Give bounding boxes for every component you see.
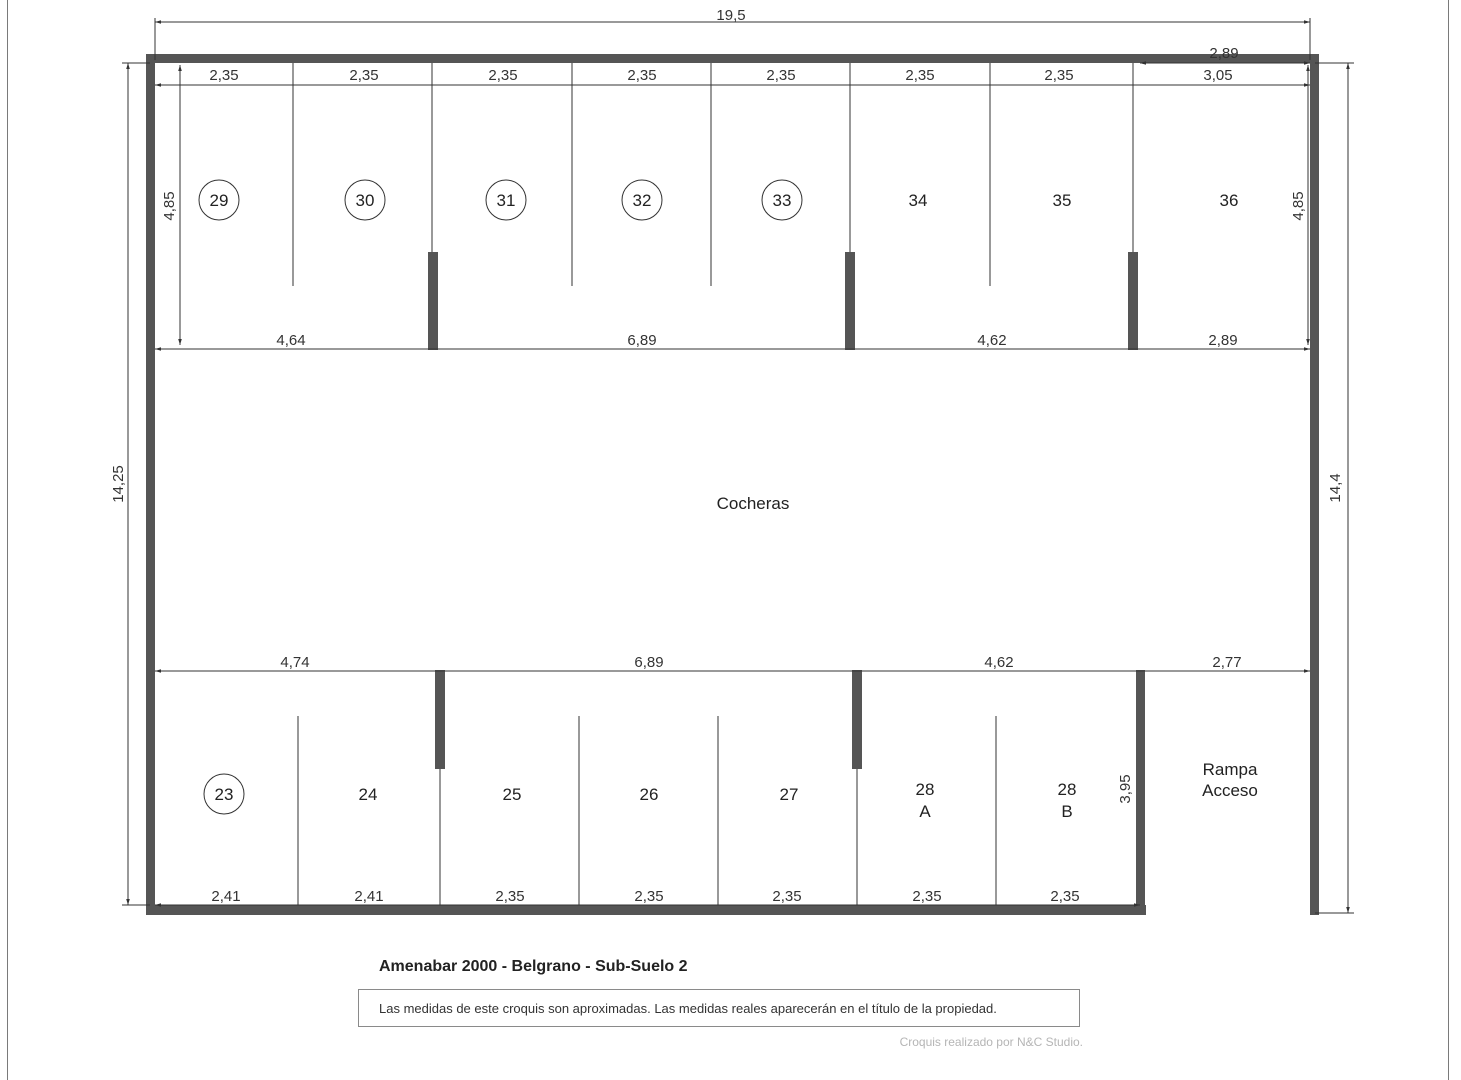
dim-bottom-bay: 2,35 [912, 888, 942, 905]
dim-bottom-segment: 4,62 [984, 654, 1014, 671]
space-labels [110, 7, 1344, 905]
pillar-top-1 [428, 252, 438, 350]
dim-bottom-bay: 2,35 [495, 888, 525, 905]
dim-bottom-bay: 2,41 [354, 888, 384, 905]
space-label: 27 [779, 785, 799, 804]
space-label: 36 [1219, 191, 1239, 210]
wall-top [146, 54, 1318, 63]
dim-top-bay: 2,35 [766, 67, 796, 84]
pillar-bottom-2 [852, 670, 862, 769]
dim-top-bay: 2,35 [209, 67, 239, 84]
dim-bottom-bay: 2,35 [634, 888, 664, 905]
walls [146, 54, 1319, 915]
dim-top-bay: 2,35 [349, 67, 379, 84]
dim-top-bay: 3,05 [1203, 67, 1233, 84]
dim-bottom-bay: 2,35 [1050, 888, 1080, 905]
pillar-top-2 [845, 252, 855, 350]
space-label: 26 [639, 785, 659, 804]
dim-top-segment: 6,89 [627, 332, 657, 349]
pillar-top-3 [1128, 252, 1138, 350]
disclaimer-text: Las medidas de este croquis son aproximadas. Las medidas reales aparecerán en el título de la propiedad. [379, 1001, 997, 1016]
space-label: 30 [355, 191, 375, 210]
space-label: 32 [632, 191, 652, 210]
dim-bottom-bay: 2,35 [772, 888, 802, 905]
space-label: 24 [358, 785, 378, 804]
dim-right-height: 14,4 [1327, 473, 1344, 503]
credit-text: Croquis realizado por N&C Studio. [899, 1035, 1083, 1049]
dim-bottom-segment: 2,77 [1212, 654, 1242, 671]
dim-top-depth-right: 4,85 [1290, 191, 1307, 221]
wall-bottom [146, 905, 1146, 915]
space-label: 23 [214, 785, 234, 804]
space-label: 31 [496, 191, 516, 210]
space-label: 33 [772, 191, 792, 210]
area-label-access: Acceso [1202, 781, 1258, 800]
dim-bottom-segment: 6,89 [634, 654, 664, 671]
space-label: 35 [1052, 191, 1072, 210]
dim-top-bay: 2,35 [488, 67, 518, 84]
wall-left [146, 54, 155, 915]
dim-top-bay: 2,35 [1044, 67, 1074, 84]
dim-bottom-depth: 3,95 [1117, 774, 1134, 804]
dim-top-depth-left: 4,85 [161, 191, 178, 221]
dim-top-segment: 4,62 [977, 332, 1007, 349]
space-label: 28 [1057, 780, 1077, 799]
space-label: 29 [209, 191, 229, 210]
pillar-bottom-1 [435, 670, 445, 769]
dim-bottom-segment: 4,74 [280, 654, 310, 671]
dim-total-width: 19,5 [716, 7, 746, 24]
wall-right [1310, 54, 1319, 915]
dim-top-right-width: 2,89 [1209, 45, 1239, 62]
dimensions [128, 22, 1348, 913]
plan-title: Amenabar 2000 - Belgrano - Sub-Suelo 2 [379, 958, 688, 975]
space-label: 25 [502, 785, 522, 804]
space-sublabel: A [919, 802, 931, 821]
area-label-ramp: Rampa [1202, 760, 1258, 779]
dim-top-bay: 2,35 [905, 67, 935, 84]
dim-bottom-bay: 2,41 [211, 888, 241, 905]
dividers [122, 18, 1354, 913]
space-label: 28 [915, 780, 935, 799]
area-label-cocheras: Cocheras [716, 494, 790, 513]
space-sublabel: B [1061, 802, 1073, 821]
dim-top-bay: 2,35 [627, 67, 657, 84]
wall-ramp [1136, 670, 1145, 915]
dim-left-height: 14,25 [110, 465, 127, 503]
disclaimer-box [358, 989, 1080, 1027]
space-label: 34 [908, 191, 928, 210]
dim-top-segment: 2,89 [1208, 332, 1238, 349]
dim-top-segment: 4,64 [276, 332, 306, 349]
